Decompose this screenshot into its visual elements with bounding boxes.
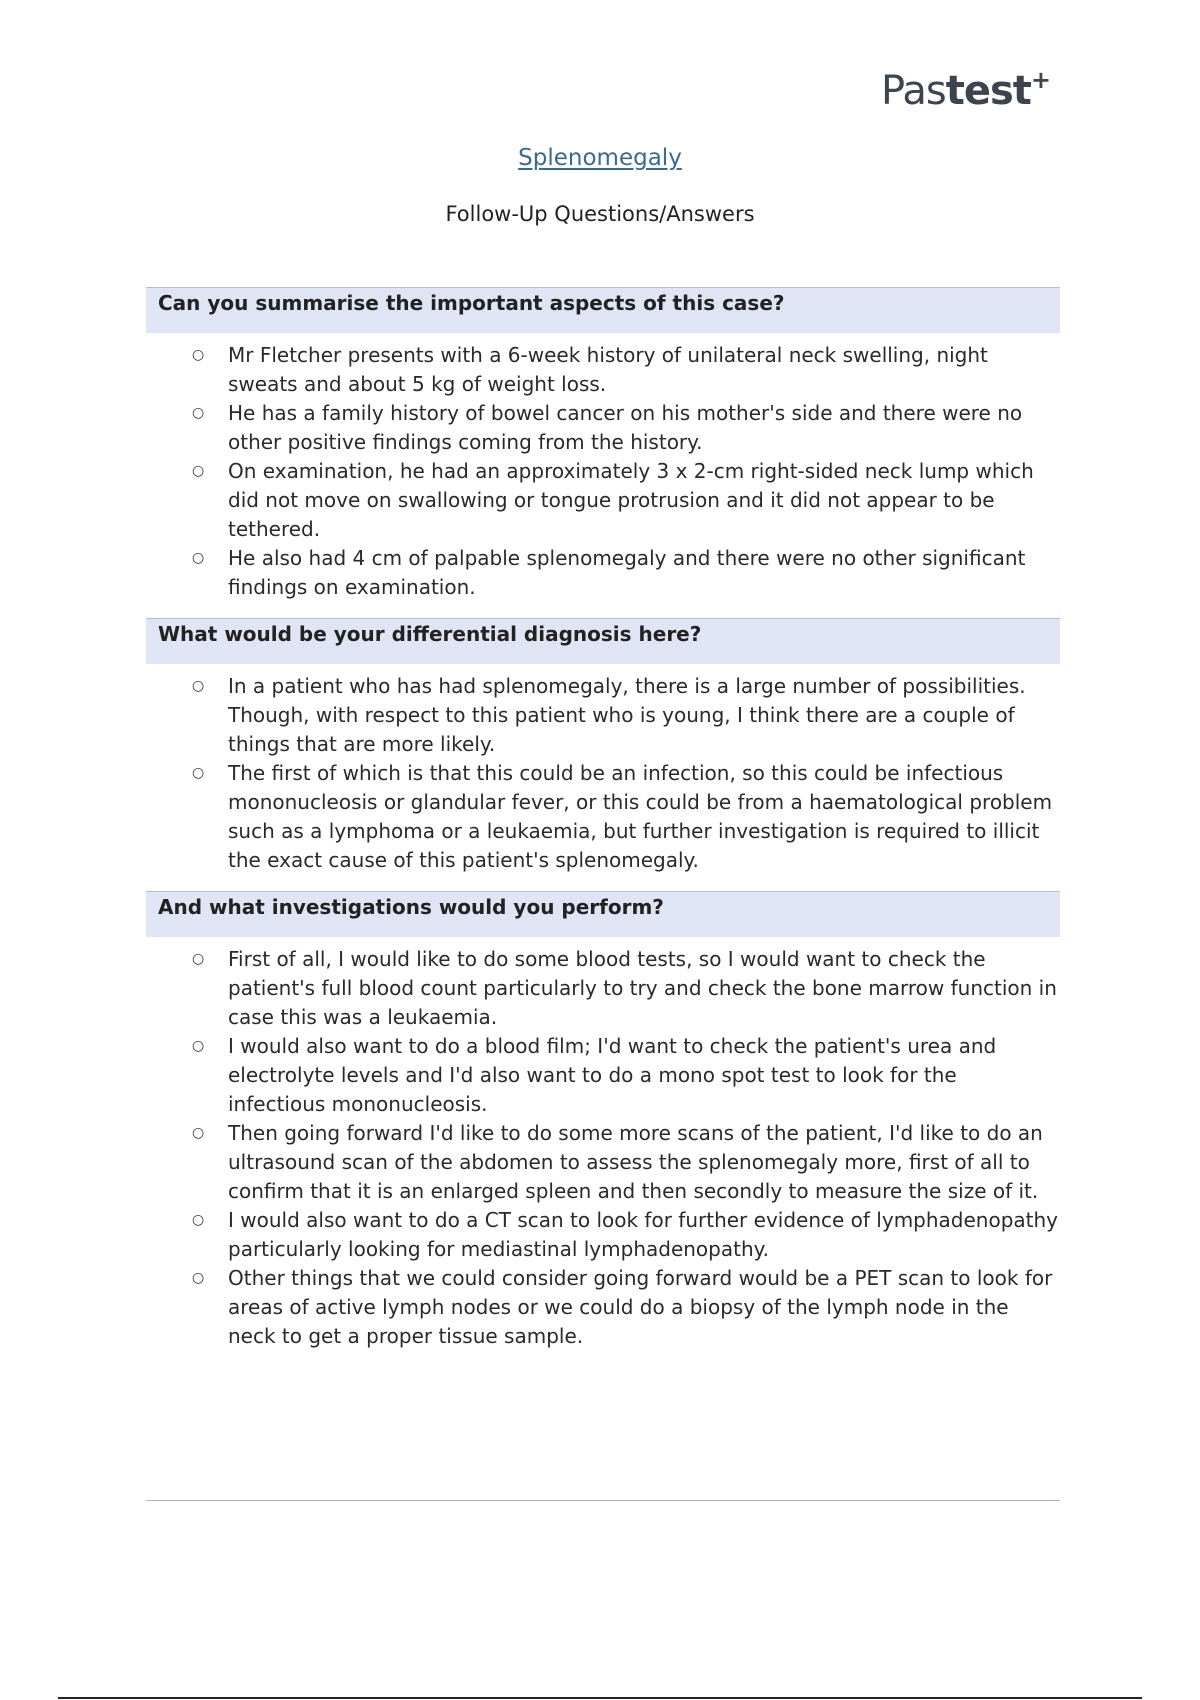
answer-item xyxy=(146,1206,1060,1264)
page-bottom-edge xyxy=(58,1697,1142,1699)
answer-item xyxy=(146,672,1060,759)
answer-text: Then going forward I'd like to do some more scans of the patient, I'd like to do an ultrasound scan of the abdomen to assess the splenomegaly more, first of all to confirm that it is an enlarged spleen and then secondly to measure the size of it. xyxy=(228,1121,1043,1203)
logo-text-bold: test xyxy=(945,68,1031,114)
bullet-icon: ○ xyxy=(192,765,205,781)
bullet-icon: ○ xyxy=(192,1038,205,1054)
question-text: And what investigations would you perform? xyxy=(158,895,664,919)
answer-text: I would also want to do a blood film; I'd want to check the patient's urea and electrolyte levels and I'd also want to do a mono spot test to look for the infectious mononucleosis. xyxy=(228,1034,997,1116)
answer-item xyxy=(146,759,1060,875)
answer-item xyxy=(146,1119,1060,1206)
qa-section-summary xyxy=(146,287,1060,618)
answer-item xyxy=(146,544,1060,602)
logo-plus: + xyxy=(1030,66,1050,94)
answer-list xyxy=(146,664,1060,891)
answer-text: Other things that we could consider going forward would be a PET scan to look for areas of active lymph nodes or we could do a biopsy of the lymph node in the neck to get a proper tissue sample. xyxy=(228,1266,1053,1348)
answer-text: I would also want to do a CT scan to look for further evidence of lymphadenopathy particularly looking for mediastinal lymphadenopathy. xyxy=(228,1208,1059,1261)
document-subtitle: Follow-Up Questions/Answers xyxy=(445,202,755,226)
answer-text: He has a family history of bowel cancer on his mother's side and there were no other positive findings coming from the history. xyxy=(228,401,1023,454)
question-text: What would be your differential diagnosis here? xyxy=(158,622,702,646)
pastest-logo xyxy=(881,66,1050,114)
bullet-icon: ○ xyxy=(192,678,205,694)
bullet-icon: ○ xyxy=(192,1212,205,1228)
bullet-icon: ○ xyxy=(192,463,205,479)
answer-text: First of all, I would like to do some blood tests, so I would want to check the patient's full blood count particularly to try and check the bone marrow function in case this was a leukaemia. xyxy=(228,947,1057,1029)
answer-item xyxy=(146,399,1060,457)
bullet-icon: ○ xyxy=(192,347,205,363)
document-title: Splenomegaly xyxy=(518,145,682,171)
bullet-icon: ○ xyxy=(192,405,205,421)
answer-text: On examination, he had an approximately 3 x 2-cm right-sided neck lump which did not move on swallowing or tongue protrusion and it did not appear to be tethered. xyxy=(228,459,1034,541)
answer-text: Mr Fletcher presents with a 6-week history of unilateral neck swelling, night sweats and about 5 kg of weight loss. xyxy=(228,343,988,396)
bullet-icon: ○ xyxy=(192,951,205,967)
answer-item xyxy=(146,341,1060,399)
bullet-icon: ○ xyxy=(192,1125,205,1141)
question-header xyxy=(146,891,1060,937)
answer-list xyxy=(146,333,1060,618)
answer-item xyxy=(146,1264,1060,1351)
answer-text: He also had 4 cm of palpable splenomegaly and there were no other significant findings on examination. xyxy=(228,546,1026,599)
question-text: Can you summarise the important aspects of this case? xyxy=(158,291,785,315)
qa-section-differential xyxy=(146,618,1060,891)
qa-content xyxy=(146,287,1060,1367)
logo-text-plain: Pas xyxy=(881,68,946,114)
qa-section-investigations xyxy=(146,891,1060,1367)
bullet-icon: ○ xyxy=(192,550,205,566)
footer-divider xyxy=(146,1500,1060,1501)
answer-item xyxy=(146,1032,1060,1119)
question-header xyxy=(146,287,1060,333)
answer-item xyxy=(146,457,1060,544)
question-header xyxy=(146,618,1060,664)
answer-list xyxy=(146,937,1060,1367)
answer-text: The first of which is that this could be an infection, so this could be infectious mononucleosis or glandular fever, or this could be from a haematological problem such as a lymphoma or a leukaemia, but further investigation is required to illicit the exact cause of this patient's splenomegaly. xyxy=(228,761,1053,872)
answer-item xyxy=(146,945,1060,1032)
answer-text: In a patient who has had splenomegaly, there is a large number of possibilities. Though, with respect to this patient who is young, I think there are a couple of things that are more likely. xyxy=(228,674,1026,756)
bullet-icon: ○ xyxy=(192,1270,205,1286)
